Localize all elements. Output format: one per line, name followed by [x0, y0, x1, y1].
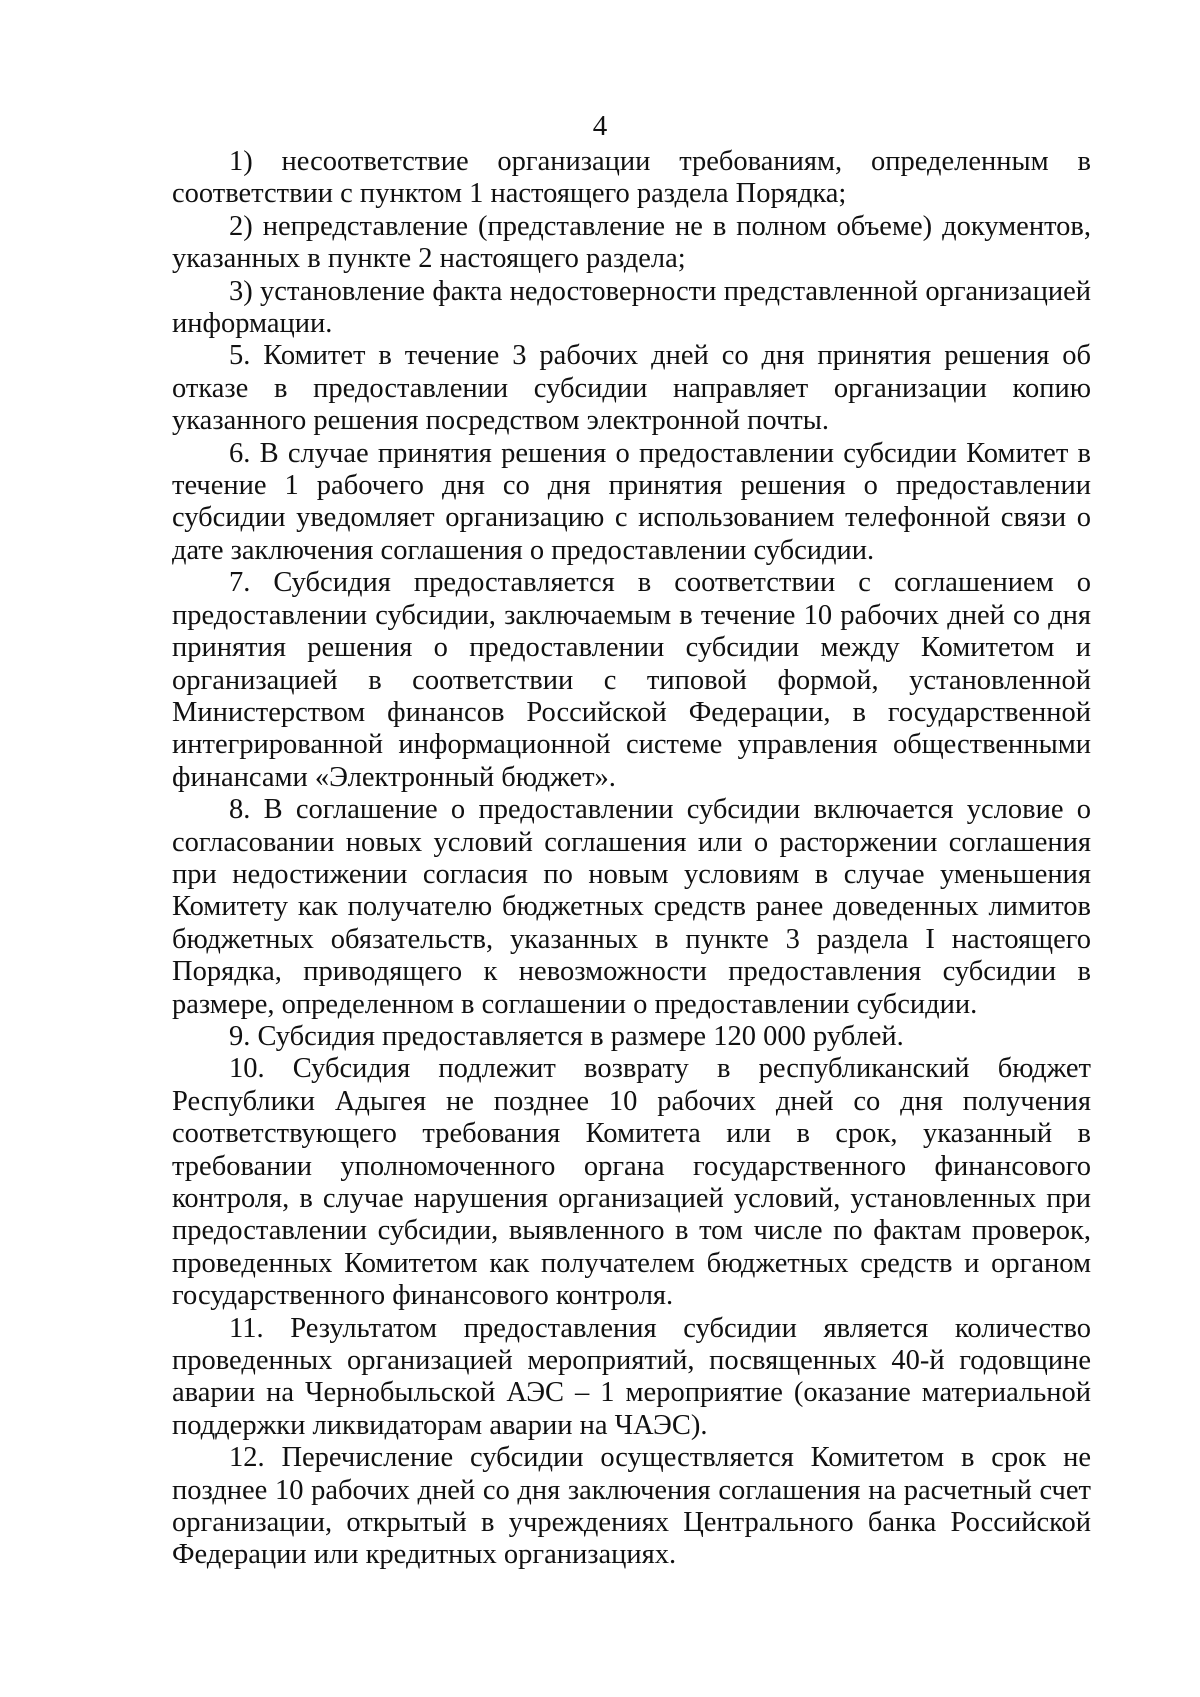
paragraph-5: 5. Комитет в течение 3 рабочих дней со дня принятия решения об отказе в предоставлении субсидии направляет организации копию указанного решения посредством электронной почты. — [172, 340, 1091, 437]
paragraph-11: 11. Результатом предоставления субсидии является количество проведенных организацией мероприятий, посвященных 40-й годовщине аварии на Чернобыльской АЭС – 1 мероприятие (оказание материальной поддержки ликвидаторам аварии на ЧАЭС). — [172, 1312, 1091, 1441]
paragraph-6: 6. В случае принятия решения о предоставлении субсидии Комитет в течение 1 рабочего дня со дня принятия решения о предоставлении субсидии уведомляет организацию с использованием телефонной связи о дате заключения соглашения о предоставлении субсидии. — [172, 437, 1091, 566]
paragraph-8: 8. В соглашение о предоставлении субсидии включается условие о согласовании новых условий соглашения или о расторжении соглашения при недостижении согласия по новым условиям в случае уменьшения Комитету как получателю бюджетных средств ранее доведенных лимитов бюджетных обязательств, указанных в пункте 3 раздела I настоящего Порядка, приводящего к невозможности предоставления субсидии в размере, определенном в соглашении о предоставлении субсидии. — [172, 794, 1091, 1020]
paragraph-item-1: 1) несоответствие организации требованиям, определенным в соответствии с пунктом 1 настоящего раздела Порядка; — [172, 146, 1091, 210]
paragraph-item-2: 2) непредставление (представление не в полном объеме) документов, указанных в пункте 2 настоящего раздела; — [172, 210, 1091, 275]
page-number: 4 — [592, 110, 608, 142]
paragraph-7: 7. Субсидия предоставляется в соответствии с соглашением о предоставлении субсидии, заключаемым в течение 10 рабочих дней со дня принятия решения о предоставлении субсидии между Комитетом и организацией в соответствии с типовой формой, установленной Министерством финансов Российской Федерации, в государственной интегрированной информационной системе управления общественными финансами «Электронный бюджет». — [172, 567, 1091, 793]
paragraph-10: 10. Субсидия подлежит возврату в республиканский бюджет Республики Адыгея не позднее 10 рабочих дней со дня получения соответствующего требования Комитета или в срок, указанный в требовании уполномоченного органа государственного финансового контроля, в случае нарушения организацией условий, установленных при предоставлении субсидии, выявленного в том числе по фактам проверок, проведенных Комитетом как получателем бюджетных средств и органом государственного финансового контроля. — [172, 1053, 1091, 1312]
paragraph-item-3: 3) установление факта недостоверности представленной организацией информации. — [172, 275, 1091, 340]
paragraph-9: 9. Субсидия предоставляется в размере 120 000 рублей. — [229, 1020, 904, 1052]
paragraph-12: 12. Перечисление субсидии осуществляется Комитетом в срок не позднее 10 рабочих дней со дня заключения соглашения на расчетный счет организации, открытый в учреждениях Центрального банка Российской Федерации или кредитных организациях. — [172, 1442, 1091, 1571]
document-body — [172, 146, 1091, 1572]
